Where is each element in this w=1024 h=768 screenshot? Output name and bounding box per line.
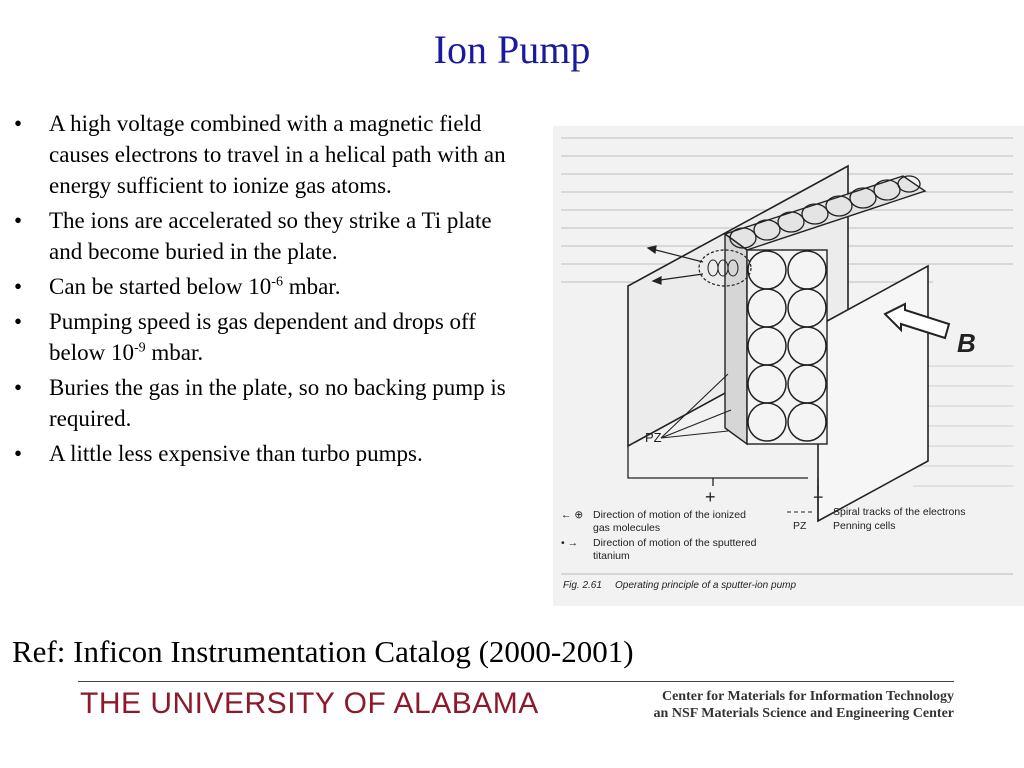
bullet-item [14, 438, 529, 469]
exponent: -6 [271, 274, 283, 290]
bullet-text-suffix: mbar. [145, 340, 204, 365]
bullet-text: A high voltage combined with a magnetic field causes electrons to travel in a helical path with an energy sufficient to ionize gas atoms. [49, 111, 506, 198]
bullet-marker: • [14, 375, 23, 400]
bullet-marker: • [14, 111, 23, 136]
bullet-marker: • [14, 208, 23, 233]
reference-citation: Ref: Inficon Instrumentation Catalog (2000-2001) [12, 634, 634, 669]
anode-plus-label: + [705, 487, 716, 507]
figure-caption-number: Fig. 2.61 [563, 580, 602, 591]
bullet-item [14, 271, 529, 302]
center-line-1: Center for Materials for Information Technology [661, 689, 954, 704]
legend-ion-line2: gas molecules [593, 522, 661, 534]
bullet-text: Pumping speed is gas dependent and drops off below 10 [49, 309, 476, 365]
pz-label: PZ [645, 430, 662, 445]
figure-legend [561, 506, 965, 562]
university-logo-text: THE UNIVERSITY OF ALABAMA [80, 687, 539, 720]
ion-pump-figure [553, 126, 1024, 606]
bullet-text: Buries the gas in the plate, so no backing pump is required. [49, 375, 506, 431]
legend-ion-symbol: ← ⊕ [561, 509, 584, 521]
center-info [654, 688, 954, 722]
legend-spiral: Spiral tracks of the electrons [833, 506, 966, 518]
center-line-2: an NSF Materials Science and Engineering Center [653, 706, 954, 721]
anode-block-front [747, 250, 827, 444]
bullet-marker: • [14, 441, 23, 466]
legend-ion-line1: Direction of motion of the ionized [593, 509, 746, 521]
bullet-item [14, 372, 529, 434]
legend-penning: Penning cells [833, 520, 896, 532]
bullet-text-suffix: mbar. [282, 274, 341, 299]
legend-pz: PZ [793, 520, 807, 532]
exponent: -9 [133, 340, 146, 356]
legend-ti-line1: Direction of motion of the sputtered [593, 537, 757, 549]
footer-divider [78, 681, 954, 682]
ion-pump-diagram [553, 126, 1024, 606]
bullet-text: The ions are accelerated so they strike a Ti plate and become buried in the plate. [49, 208, 492, 264]
bullet-marker: • [14, 274, 23, 299]
bullet-text: Can be started below 10 [49, 274, 272, 299]
slide-title: Ion Pump [433, 27, 591, 72]
legend-ti-line2: titanium [593, 550, 630, 562]
bullet-item [14, 108, 529, 201]
bullet-item [14, 306, 529, 368]
field-label-b: B [957, 328, 976, 358]
legend-ti-symbol: • → [561, 537, 579, 549]
bullet-text: A little less expensive than turbo pumps. [49, 441, 423, 466]
bullet-marker: • [14, 309, 23, 334]
bullet-item [14, 205, 529, 267]
cathode-minus-label: − [813, 487, 824, 507]
bullet-list [14, 108, 529, 473]
figure-caption-text: Operating principle of a sputter-ion pump [615, 580, 797, 591]
